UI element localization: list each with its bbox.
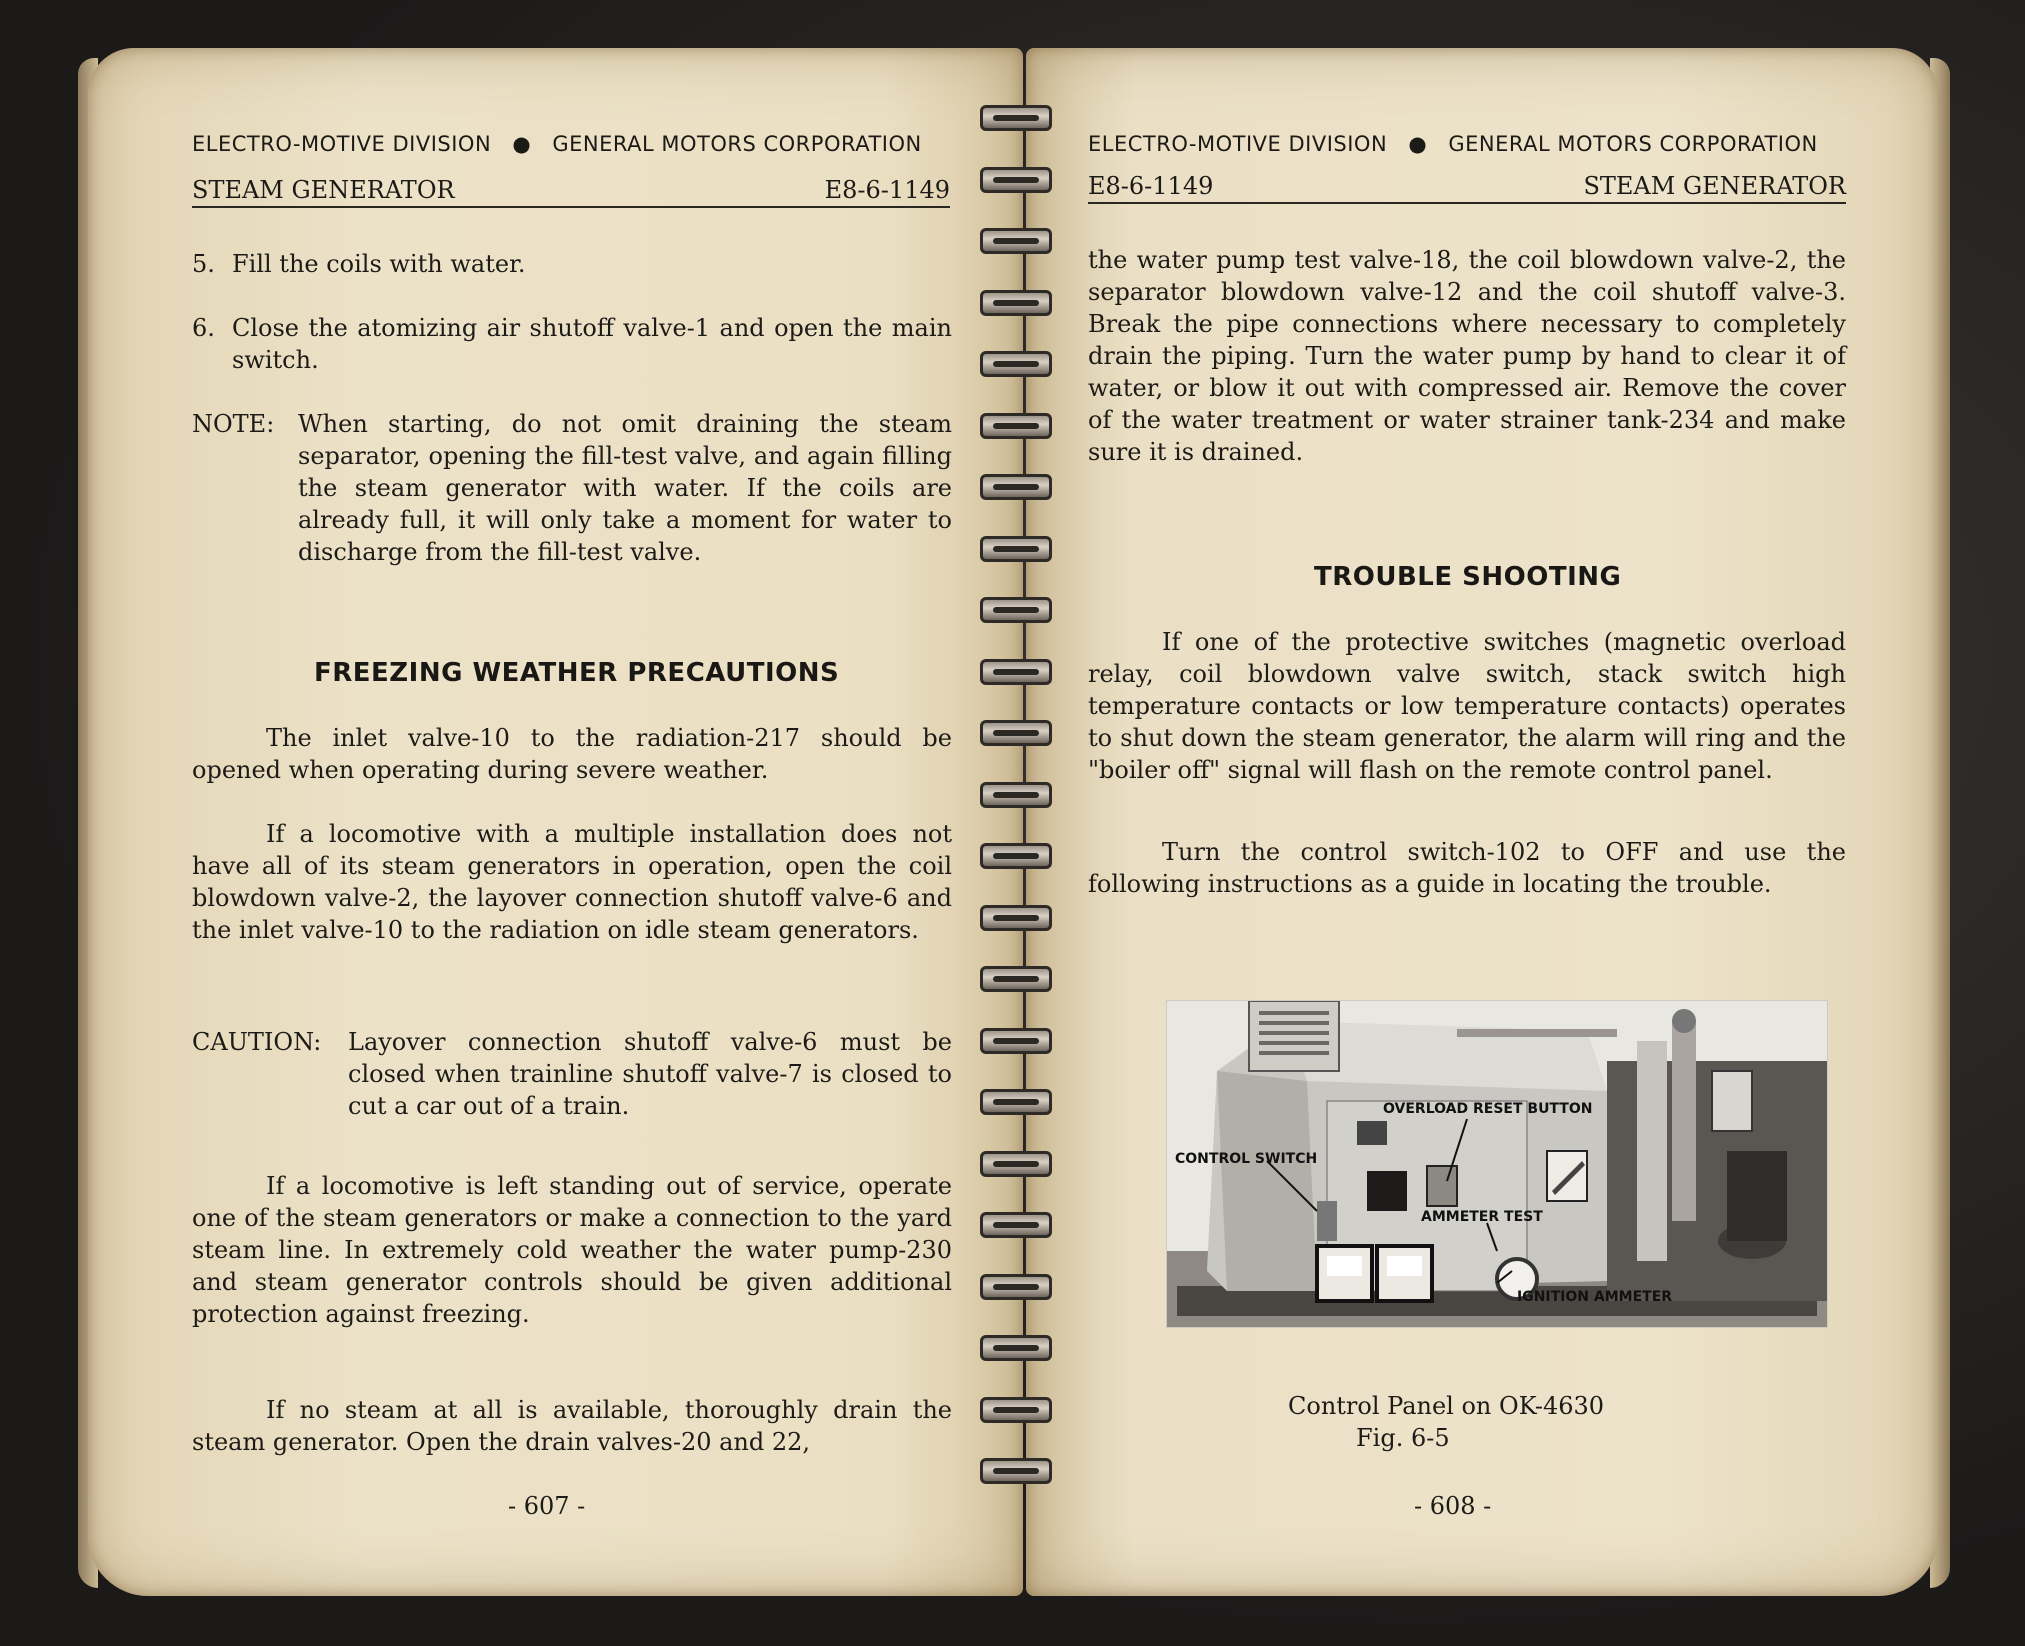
running-header: [192, 132, 922, 156]
binding-ring: [980, 966, 1052, 992]
bullet-icon: ●: [1408, 132, 1428, 156]
division-name: ELECTRO-MOTIVE DIVISION: [192, 132, 492, 156]
note-block: [192, 408, 952, 568]
paragraph: The inlet valve-10 to the radiation-217 should be opened when operating during severe weather.: [192, 724, 952, 784]
binding-ring: [980, 720, 1052, 746]
binding-ring: [980, 536, 1052, 562]
binding-ring: [980, 597, 1052, 623]
step-text: Close the atomizing air shutoff valve-1 and open the main switch.: [232, 314, 952, 374]
binding-ring: [980, 413, 1052, 439]
section-header: [1088, 172, 1846, 204]
section-heading: TROUBLE SHOOTING: [1314, 562, 1622, 592]
binding-ring: [980, 1089, 1052, 1115]
section-title: STEAM GENERATOR: [1583, 172, 1846, 200]
binding-ring: [980, 782, 1052, 808]
binding-ring: [980, 1274, 1052, 1300]
document-code: E8-6-1149: [824, 176, 950, 204]
running-header: [1088, 132, 1818, 156]
bullet-icon: ●: [512, 132, 532, 156]
binding-ring: [980, 905, 1052, 931]
binding-ring: [980, 474, 1052, 500]
paragraph: the water pump test valve-18, the coil blowdown valve-2, the separator blowdown valve-12 and the coil shutoff valve-3. Break the pipe connections where necessary to completely drain the piping. Turn the water pump by hand to clear it of water, or blow it out with compressed air. Remove the cover of the water treatment or water strainer tank-234 and make sure it is drained.: [1088, 246, 1846, 466]
binding-ring: [980, 1028, 1052, 1054]
binding-ring: [980, 167, 1052, 193]
figure-photo: [1166, 1000, 1828, 1328]
binding-ring: [980, 1335, 1052, 1361]
callout-ignition-ammeter: IGNITION AMMETER: [1517, 1289, 1673, 1305]
note-text: When starting, do not omit draining the steam separator, opening the fill-test valve, and again filling the steam generator with water. If the coils are already full, it will only take a moment for water to discharge from the fill-test valve.: [298, 410, 952, 566]
section-heading: FREEZING WEATHER PRECAUTIONS: [314, 658, 840, 688]
section-title: STEAM GENERATOR: [192, 176, 455, 204]
step-number: 6.: [192, 314, 215, 342]
note-label: NOTE:: [192, 410, 275, 438]
corporation-name: GENERAL MOTORS CORPORATION: [1448, 132, 1818, 156]
callout-overload-reset: OVERLOAD RESET BUTTON: [1383, 1101, 1593, 1117]
binding-ring: [980, 1151, 1052, 1177]
caution-label: CAUTION:: [192, 1028, 322, 1056]
binding-ring: [980, 228, 1052, 254]
step-6: [192, 312, 952, 376]
caution-block: [192, 1026, 952, 1122]
document-code: E8-6-1149: [1088, 172, 1214, 200]
binding-ring: [980, 843, 1052, 869]
binding-ring: [980, 1397, 1052, 1423]
right-page: [1026, 48, 1938, 1596]
section-header: [192, 176, 950, 208]
paragraph: If one of the protective switches (magnetic overload relay, coil blowdown valve switch, stack switch high temperature contacts or low temperature contacts) operates to shut down the steam generator, the alarm will ring and the "boiler off" signal will flash on the remote control panel.: [1088, 628, 1846, 784]
binding-ring: [980, 105, 1052, 131]
caution-text: Layover connection shutoff valve-6 must be closed when trainline shutoff valve-7 is closed to cut a car out of a train.: [348, 1028, 952, 1120]
binding-ring: [980, 1458, 1052, 1484]
binding-ring: [980, 1212, 1052, 1238]
step-number: 5.: [192, 250, 215, 278]
paragraph: If a locomotive is left standing out of service, operate one of the steam generators or make a connection to the yard steam line. In extremely cold weather the water pump-230 and steam generator controls should be given additional protection against freezing.: [192, 1172, 952, 1328]
binding-ring: [980, 659, 1052, 685]
corporation-name: GENERAL MOTORS CORPORATION: [552, 132, 922, 156]
paragraph: If no steam at all is available, thoroughly drain the steam generator. Open the drain valves-20 and 22,: [192, 1396, 952, 1456]
step-text: Fill the coils with water.: [232, 250, 526, 278]
binding-ring: [980, 351, 1052, 377]
callout-ammeter-test: AMMETER TEST: [1421, 1209, 1543, 1225]
figure-label: Fig. 6-5: [1356, 1424, 1450, 1452]
page-number: - 607 -: [508, 1492, 586, 1520]
left-page: [88, 48, 1023, 1596]
step-5: [192, 248, 952, 280]
binding-ring: [980, 290, 1052, 316]
division-name: ELECTRO-MOTIVE DIVISION: [1088, 132, 1388, 156]
paragraph: Turn the control switch-102 to OFF and use the following instructions as a guide in locating the trouble.: [1088, 838, 1846, 898]
page-number: - 608 -: [1414, 1492, 1492, 1520]
figure-caption: Control Panel on OK-4630: [1288, 1392, 1605, 1420]
callout-control-switch: CONTROL SWITCH: [1175, 1151, 1318, 1167]
paragraph: If a locomotive with a multiple installation does not have all of its steam generators in operation, open the coil blowdown valve-2, the layover connection shutoff valve-6 and the inlet valve-10 to the radiation on idle steam generators.: [192, 820, 952, 944]
